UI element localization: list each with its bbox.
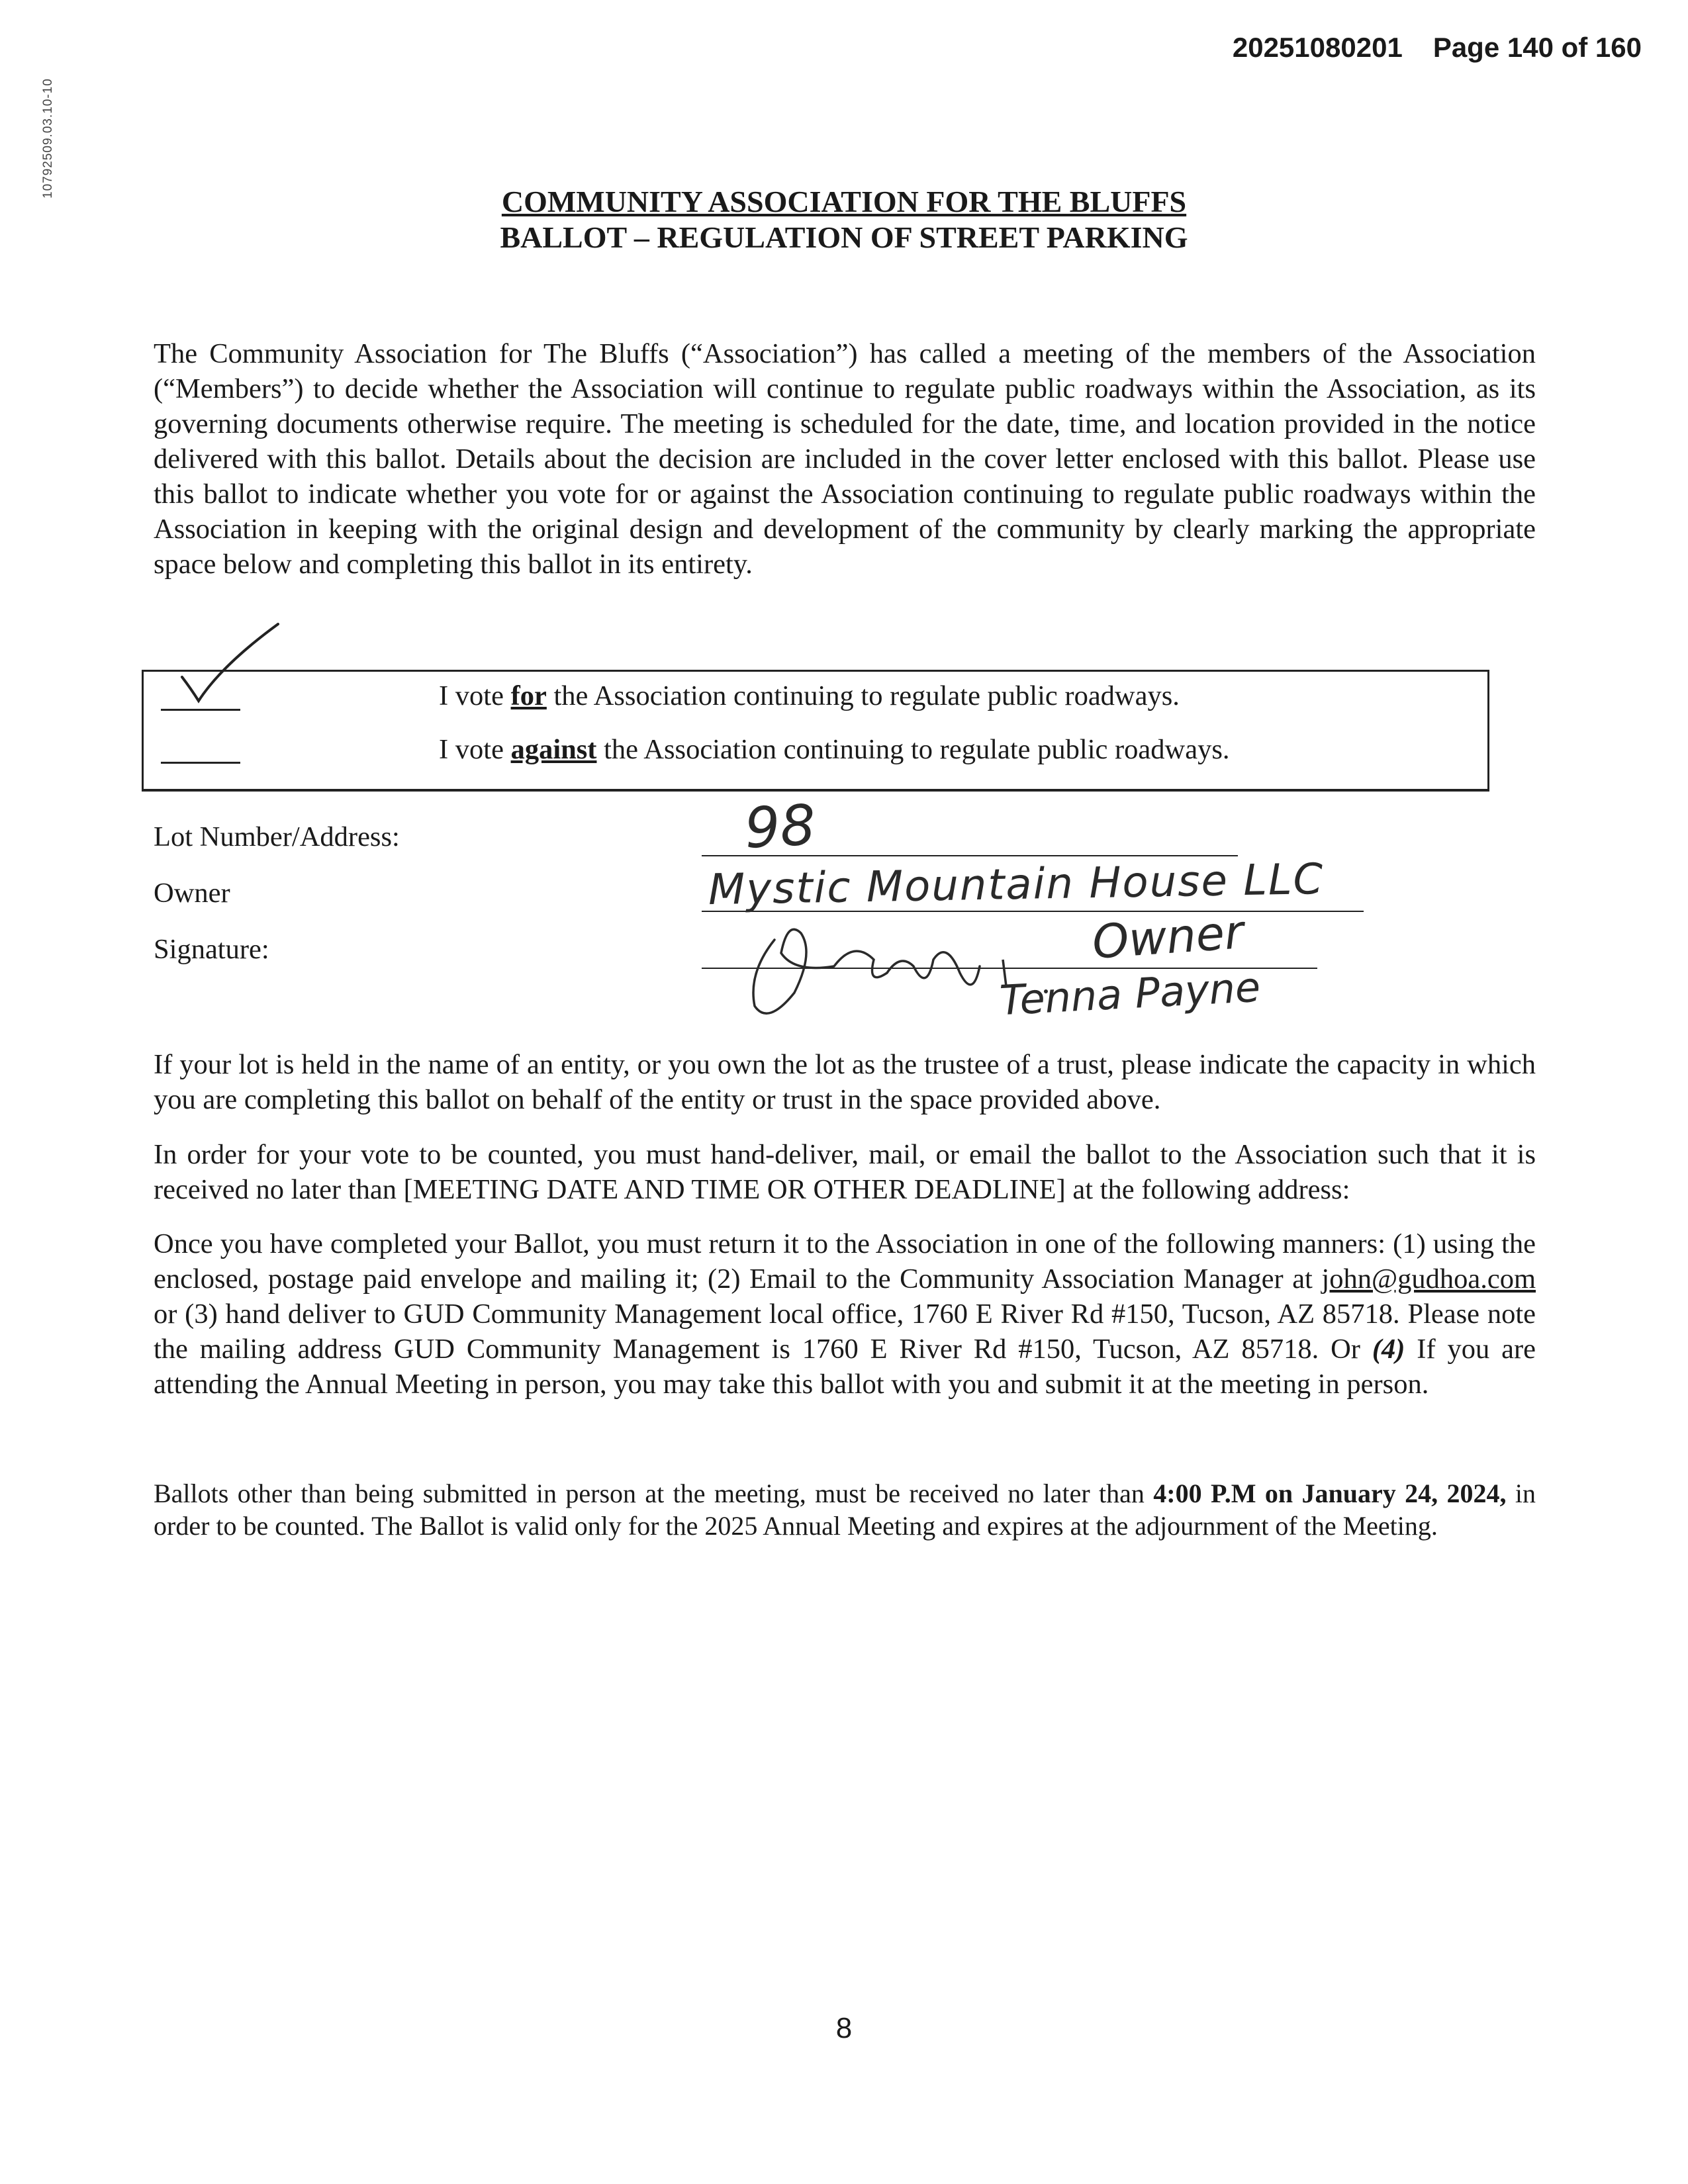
lot-number-label: Lot Number/Address: xyxy=(154,821,400,852)
vote-against-keyword: against xyxy=(510,734,597,765)
signature-capacity[interactable]: Owner xyxy=(1090,905,1246,970)
manager-email-link[interactable]: john@gudhoa.com xyxy=(1321,1263,1536,1295)
intro-paragraph: The Community Association for The Bluffs (“Association”) has called a meeting of the members of the Association (“Members”) to decide whether the Association will continue to regulate public roadways within the Association, as its governing documents otherwise require. The meeting is scheduled for the date, time, and location provided in the notice delivered with this ballot. Details about the decision are included in the cover letter enclosed with this ballot. Please use this ballot to indicate whether you vote for or against the Association continuing to regulate public roadways within the Association in keeping with the original design and development of the community by clearly marking the appropriate space below and completing this ballot in its entirety. xyxy=(154,338,1536,580)
vote-for-option: I vote for the Association continuing to regulate public roadways. xyxy=(439,680,1180,711)
option-four-marker: (4) xyxy=(1372,1334,1405,1365)
final-deadline-date: 4:00 P.M on January 24, 2024, xyxy=(1153,1479,1507,1508)
return-instructions: Once you have completed your Ballot, you must return it to the Association in one of the following manners: (1) using the enclosed, postage paid envelope and mailing it; (2) Email to the Community Association Manager at john@gudhoa.com or (3) hand deliver to GUD Community Management local office, 1760 E River Rd #150, Tucson, AZ 85718. Please note the mailing address GUD Community Management is 1760 E River Rd #150, Tucson, AZ 85718. Or (4) If you are attending the Annual Meeting in person, you may take this ballot with you and submit it at the meeting in person. xyxy=(154,1228,1536,1400)
page-number: 8 xyxy=(835,2012,853,2044)
document-number: 20251080201 xyxy=(1232,32,1403,63)
owner-label: Owner xyxy=(154,878,230,909)
owner-value[interactable]: Mystic Mountain House LLC xyxy=(708,854,1325,915)
signature-printed-name[interactable]: Tenna Payne xyxy=(998,962,1262,1025)
page-header xyxy=(1202,32,1642,64)
deadline-instructions: In order for your vote to be counted, you must hand-deliver, mail, or email the ballot to the Association such that it is received no later than [MEETING DATE AND TIME OR OTHER DEADLINE] at the following address: xyxy=(154,1139,1536,1205)
final-deadline-paragraph: Ballots other than being submitted in person at the meeting, must be received no later than 4:00 P.M on January 24, 2024, in order to be counted. The Ballot is valid only for the 2025 Annual Meeting and expires at the adjournment of the Meeting. xyxy=(154,1479,1536,1541)
vote-against-mark-line[interactable] xyxy=(161,762,240,764)
page-counter: Page 140 of 160 xyxy=(1432,32,1642,63)
lot-number-value[interactable]: 98 xyxy=(743,792,818,861)
entity-instructions: If your lot is held in the name of an entity, or you own the lot as the trustee of a trust, please indicate the capacity in which you are completing this ballot on behalf of the entity or trust in the space provided above. xyxy=(154,1049,1536,1115)
association-title: COMMUNITY ASSOCIATION FOR THE BLUFFS xyxy=(501,185,1187,218)
vote-for-mark-line[interactable] xyxy=(161,709,240,711)
vote-options-box xyxy=(142,670,1489,792)
ballot-subtitle: BALLOT – REGULATION OF STREET PARKING xyxy=(500,220,1188,254)
vote-for-keyword: for xyxy=(510,680,547,711)
vote-against-option: I vote against the Association continuing to regulate public roadways. xyxy=(439,734,1230,765)
side-document-stamp: 10792509.03.10-10 xyxy=(41,78,55,199)
signature-label: Signature: xyxy=(154,934,269,965)
ballot-title-block xyxy=(0,184,1688,255)
